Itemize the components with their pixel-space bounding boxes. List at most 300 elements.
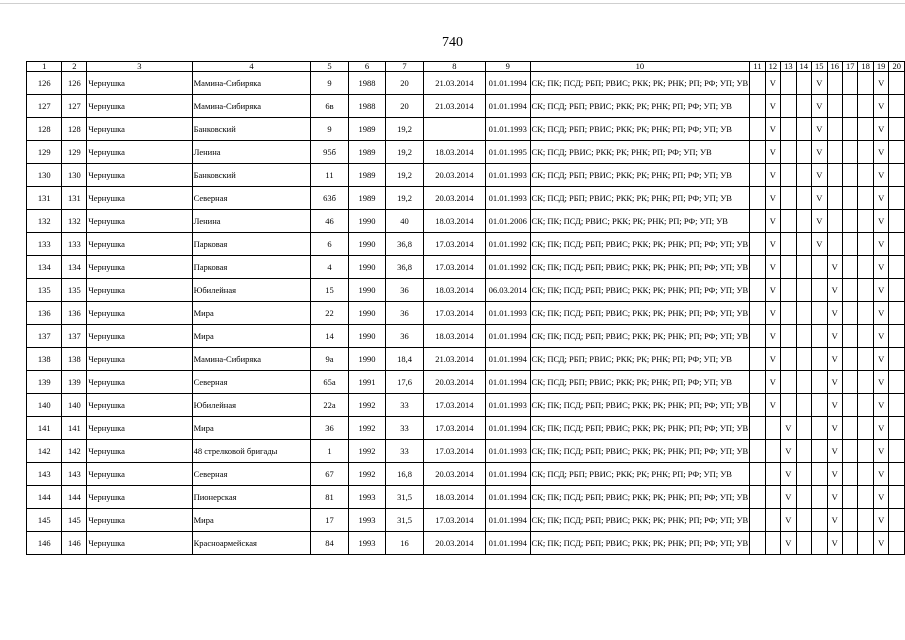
cell-mark-col19: V bbox=[873, 187, 888, 210]
table-row bbox=[27, 72, 905, 95]
cell-mark-col19: V bbox=[873, 233, 888, 256]
table-row bbox=[27, 371, 905, 394]
cell-col6: 1989 bbox=[348, 141, 386, 164]
table-row bbox=[27, 118, 905, 141]
cell-mark-col14 bbox=[796, 164, 811, 187]
cell-mark-col14 bbox=[796, 440, 811, 463]
cell-mark-col11 bbox=[750, 509, 765, 532]
cell-mark-col19: V bbox=[873, 394, 888, 417]
cell-street: Мира bbox=[192, 325, 311, 348]
cell-col7: 31,5 bbox=[386, 509, 423, 532]
cell-mark-col18 bbox=[858, 141, 873, 164]
cell-street: Мира bbox=[192, 509, 311, 532]
cell-col2: 142 bbox=[62, 440, 87, 463]
cell-street: Парковая bbox=[192, 233, 311, 256]
cell-mark-col14 bbox=[796, 95, 811, 118]
cell-mark-col12: V bbox=[765, 302, 780, 325]
column-header-13: 13 bbox=[781, 62, 796, 72]
cell-col5: 9 bbox=[311, 118, 348, 141]
cell-col7: 20 bbox=[386, 72, 423, 95]
cell-col8 bbox=[423, 118, 485, 141]
cell-mark-col12 bbox=[765, 440, 780, 463]
cell-mark-col17 bbox=[842, 371, 857, 394]
cell-codes: СК; ПК; ПСД; РБП; РВИС; РКК; РК; РНК; РП; РФ; УП; УВ bbox=[530, 532, 750, 555]
cell-col6: 1992 bbox=[348, 417, 386, 440]
cell-mark-col13: V bbox=[781, 417, 796, 440]
table-row bbox=[27, 279, 905, 302]
cell-mark-col19: V bbox=[873, 463, 888, 486]
cell-street: Пионерская bbox=[192, 486, 311, 509]
cell-col1: 136 bbox=[27, 302, 62, 325]
cell-mark-col18 bbox=[858, 463, 873, 486]
cell-codes: СК; ПСД; РБП; РВИС; РКК; РК; РНК; РП; РФ; УП; УВ bbox=[530, 118, 750, 141]
cell-settlement: Чернушка bbox=[87, 164, 192, 187]
cell-col9: 01.01.1994 bbox=[485, 417, 530, 440]
cell-col8: 17.03.2014 bbox=[423, 256, 485, 279]
cell-mark-col19: V bbox=[873, 532, 888, 555]
cell-col1: 128 bbox=[27, 118, 62, 141]
cell-codes: СК; ПК; ПСД; РБП; РВИС; РКК; РК; РНК; РП; РФ; УП; УВ bbox=[530, 486, 750, 509]
cell-street: 48 стрелковой бригады bbox=[192, 440, 311, 463]
cell-street: Северная bbox=[192, 371, 311, 394]
cell-mark-col15: V bbox=[812, 72, 827, 95]
cell-mark-col14 bbox=[796, 256, 811, 279]
cell-mark-col18 bbox=[858, 279, 873, 302]
cell-mark-col16: V bbox=[827, 302, 842, 325]
cell-mark-col17 bbox=[842, 463, 857, 486]
cell-mark-col20 bbox=[889, 233, 905, 256]
cell-mark-col13 bbox=[781, 279, 796, 302]
cell-mark-col16 bbox=[827, 95, 842, 118]
cell-mark-col11 bbox=[750, 118, 765, 141]
cell-col5: 4 bbox=[311, 256, 348, 279]
cell-mark-col14 bbox=[796, 486, 811, 509]
cell-settlement: Чернушка bbox=[87, 72, 192, 95]
cell-mark-col13 bbox=[781, 371, 796, 394]
cell-col7: 17,6 bbox=[386, 371, 423, 394]
cell-mark-col12 bbox=[765, 486, 780, 509]
cell-col9: 06.03.2014 bbox=[485, 279, 530, 302]
cell-col2: 135 bbox=[62, 279, 87, 302]
table-row bbox=[27, 417, 905, 440]
cell-mark-col19: V bbox=[873, 95, 888, 118]
cell-col7: 20 bbox=[386, 95, 423, 118]
cell-col8: 18.03.2014 bbox=[423, 325, 485, 348]
cell-codes: СК; ПК; ПСД; РВИС; РКК; РК; РНК; РП; РФ; УП; УВ bbox=[530, 210, 750, 233]
cell-mark-col17 bbox=[842, 72, 857, 95]
cell-mark-col20 bbox=[889, 164, 905, 187]
cell-mark-col11 bbox=[750, 187, 765, 210]
cell-mark-col15 bbox=[812, 463, 827, 486]
cell-col5: 11 bbox=[311, 164, 348, 187]
cell-mark-col11 bbox=[750, 417, 765, 440]
cell-mark-col16: V bbox=[827, 371, 842, 394]
cell-col8: 17.03.2014 bbox=[423, 509, 485, 532]
table-row bbox=[27, 141, 905, 164]
cell-mark-col20 bbox=[889, 509, 905, 532]
cell-col1: 129 bbox=[27, 141, 62, 164]
cell-codes: СК; ПК; ПСД; РБП; РВИС; РКК; РК; РНК; РП; РФ; УП; УВ bbox=[530, 417, 750, 440]
table-row bbox=[27, 187, 905, 210]
cell-col2: 137 bbox=[62, 325, 87, 348]
cell-street: Северная bbox=[192, 463, 311, 486]
cell-mark-col15: V bbox=[812, 164, 827, 187]
cell-mark-col18 bbox=[858, 187, 873, 210]
cell-mark-col17 bbox=[842, 532, 857, 555]
cell-mark-col17 bbox=[842, 302, 857, 325]
cell-mark-col16: V bbox=[827, 394, 842, 417]
cell-street: Юбилейная bbox=[192, 279, 311, 302]
cell-settlement: Чернушка bbox=[87, 210, 192, 233]
cell-street: Мира bbox=[192, 417, 311, 440]
cell-mark-col17 bbox=[842, 279, 857, 302]
cell-codes: СК; ПК; ПСД; РБП; РВИС; РКК; РК; РНК; РП; РФ; УП; УВ bbox=[530, 440, 750, 463]
cell-col8: 21.03.2014 bbox=[423, 348, 485, 371]
cell-mark-col19: V bbox=[873, 371, 888, 394]
cell-mark-col15: V bbox=[812, 141, 827, 164]
cell-col1: 143 bbox=[27, 463, 62, 486]
cell-col2: 133 bbox=[62, 233, 87, 256]
cell-col5: 36 bbox=[311, 417, 348, 440]
cell-mark-col17 bbox=[842, 141, 857, 164]
cell-mark-col20 bbox=[889, 210, 905, 233]
cell-mark-col12: V bbox=[765, 141, 780, 164]
cell-mark-col19: V bbox=[873, 164, 888, 187]
cell-col5: 14 bbox=[311, 325, 348, 348]
cell-col8: 17.03.2014 bbox=[423, 440, 485, 463]
cell-mark-col13 bbox=[781, 187, 796, 210]
cell-col8: 18.03.2014 bbox=[423, 486, 485, 509]
cell-settlement: Чернушка bbox=[87, 486, 192, 509]
cell-mark-col11 bbox=[750, 279, 765, 302]
cell-settlement: Чернушка bbox=[87, 302, 192, 325]
cell-col8: 18.03.2014 bbox=[423, 210, 485, 233]
cell-col6: 1989 bbox=[348, 187, 386, 210]
cell-codes: СК; ПК; ПСД; РБП; РВИС; РКК; РК; РНК; РП; РФ; УП; УВ bbox=[530, 233, 750, 256]
cell-col7: 16,8 bbox=[386, 463, 423, 486]
cell-codes: СК; ПК; ПСД; РБП; РВИС; РКК; РК; РНК; РП; РФ; УП; УВ bbox=[530, 279, 750, 302]
cell-col1: 126 bbox=[27, 72, 62, 95]
cell-mark-col15: V bbox=[812, 210, 827, 233]
cell-col9: 01.01.1994 bbox=[485, 72, 530, 95]
cell-col1: 130 bbox=[27, 164, 62, 187]
table-row bbox=[27, 440, 905, 463]
cell-mark-col15: V bbox=[812, 233, 827, 256]
cell-col2: 126 bbox=[62, 72, 87, 95]
cell-street: Красноармейская bbox=[192, 532, 311, 555]
cell-mark-col20 bbox=[889, 95, 905, 118]
cell-col1: 132 bbox=[27, 210, 62, 233]
cell-mark-col18 bbox=[858, 532, 873, 555]
cell-mark-col19: V bbox=[873, 440, 888, 463]
cell-mark-col16: V bbox=[827, 509, 842, 532]
cell-mark-col11 bbox=[750, 210, 765, 233]
cell-street: Парковая bbox=[192, 256, 311, 279]
cell-settlement: Чернушка bbox=[87, 371, 192, 394]
cell-mark-col16: V bbox=[827, 279, 842, 302]
column-header-7: 7 bbox=[386, 62, 423, 72]
column-header-3: 3 bbox=[87, 62, 192, 72]
column-header-20: 20 bbox=[889, 62, 905, 72]
cell-mark-col18 bbox=[858, 95, 873, 118]
cell-col7: 40 bbox=[386, 210, 423, 233]
cell-codes: СК; ПСД; РБП; РВИС; РКК; РК; РНК; РП; РФ; УП; УВ bbox=[530, 463, 750, 486]
cell-mark-col14 bbox=[796, 509, 811, 532]
cell-mark-col11 bbox=[750, 256, 765, 279]
cell-codes: СК; ПСД; РБП; РВИС; РКК; РК; РНК; РП; РФ; УП; УВ bbox=[530, 95, 750, 118]
cell-mark-col19: V bbox=[873, 72, 888, 95]
cell-col2: 143 bbox=[62, 463, 87, 486]
cell-mark-col12: V bbox=[765, 371, 780, 394]
cell-mark-col12: V bbox=[765, 210, 780, 233]
cell-mark-col18 bbox=[858, 440, 873, 463]
page-number: 740 bbox=[442, 35, 463, 50]
cell-col1: 138 bbox=[27, 348, 62, 371]
cell-mark-col20 bbox=[889, 486, 905, 509]
cell-col1: 127 bbox=[27, 95, 62, 118]
cell-col2: 130 bbox=[62, 164, 87, 187]
cell-mark-col12 bbox=[765, 509, 780, 532]
cell-mark-col13 bbox=[781, 256, 796, 279]
register-table bbox=[26, 61, 905, 555]
column-header-19: 19 bbox=[873, 62, 888, 72]
cell-mark-col15: V bbox=[812, 118, 827, 141]
cell-mark-col18 bbox=[858, 371, 873, 394]
cell-col9: 01.01.1994 bbox=[485, 95, 530, 118]
cell-col1: 133 bbox=[27, 233, 62, 256]
cell-street: Ленина bbox=[192, 141, 311, 164]
cell-col1: 131 bbox=[27, 187, 62, 210]
column-header-9: 9 bbox=[485, 62, 530, 72]
cell-col6: 1988 bbox=[348, 95, 386, 118]
cell-col5: 46 bbox=[311, 210, 348, 233]
cell-col8: 20.03.2014 bbox=[423, 532, 485, 555]
cell-col5: 63б bbox=[311, 187, 348, 210]
cell-col1: 135 bbox=[27, 279, 62, 302]
cell-col7: 36,8 bbox=[386, 233, 423, 256]
cell-col2: 141 bbox=[62, 417, 87, 440]
cell-col5: 6 bbox=[311, 233, 348, 256]
cell-col6: 1990 bbox=[348, 348, 386, 371]
cell-mark-col14 bbox=[796, 394, 811, 417]
cell-mark-col13: V bbox=[781, 440, 796, 463]
cell-col2: 136 bbox=[62, 302, 87, 325]
cell-col5: 65а bbox=[311, 371, 348, 394]
cell-col6: 1990 bbox=[348, 279, 386, 302]
column-header-8: 8 bbox=[423, 62, 485, 72]
cell-codes: СК; ПСД; РБП; РВИС; РКК; РК; РНК; РП; РФ; УП; УВ bbox=[530, 164, 750, 187]
cell-mark-col16 bbox=[827, 141, 842, 164]
cell-mark-col12: V bbox=[765, 233, 780, 256]
cell-mark-col15 bbox=[812, 302, 827, 325]
cell-col6: 1990 bbox=[348, 302, 386, 325]
cell-street: Юбилейная bbox=[192, 394, 311, 417]
cell-settlement: Чернушка bbox=[87, 325, 192, 348]
cell-mark-col14 bbox=[796, 302, 811, 325]
cell-mark-col14 bbox=[796, 371, 811, 394]
cell-mark-col17 bbox=[842, 187, 857, 210]
cell-col7: 33 bbox=[386, 440, 423, 463]
cell-codes: СК; ПК; ПСД; РБП; РВИС; РКК; РК; РНК; РП; РФ; УП; УВ bbox=[530, 394, 750, 417]
table-row bbox=[27, 256, 905, 279]
cell-codes: СК; ПСД; РБП; РВИС; РКК; РК; РНК; РП; РФ; УП; УВ bbox=[530, 371, 750, 394]
cell-mark-col19: V bbox=[873, 486, 888, 509]
cell-mark-col15 bbox=[812, 532, 827, 555]
cell-col5: 6в bbox=[311, 95, 348, 118]
cell-mark-col15 bbox=[812, 371, 827, 394]
cell-settlement: Чернушка bbox=[87, 118, 192, 141]
cell-mark-col17 bbox=[842, 440, 857, 463]
cell-col7: 31,5 bbox=[386, 486, 423, 509]
cell-mark-col15 bbox=[812, 348, 827, 371]
cell-mark-col13 bbox=[781, 325, 796, 348]
cell-col7: 19,2 bbox=[386, 187, 423, 210]
cell-col7: 19,2 bbox=[386, 118, 423, 141]
cell-col7: 36 bbox=[386, 302, 423, 325]
cell-mark-col12: V bbox=[765, 164, 780, 187]
cell-street: Мамина-Сибиряка bbox=[192, 348, 311, 371]
cell-col8: 20.03.2014 bbox=[423, 371, 485, 394]
cell-col1: 142 bbox=[27, 440, 62, 463]
cell-settlement: Чернушка bbox=[87, 187, 192, 210]
cell-col2: 131 bbox=[62, 187, 87, 210]
cell-mark-col13 bbox=[781, 302, 796, 325]
cell-col6: 1990 bbox=[348, 233, 386, 256]
cell-street: Северная bbox=[192, 187, 311, 210]
cell-col9: 01.01.1992 bbox=[485, 256, 530, 279]
cell-mark-col13 bbox=[781, 95, 796, 118]
cell-col2: 140 bbox=[62, 394, 87, 417]
cell-mark-col16 bbox=[827, 187, 842, 210]
cell-mark-col13: V bbox=[781, 532, 796, 555]
cell-mark-col19: V bbox=[873, 279, 888, 302]
cell-mark-col17 bbox=[842, 417, 857, 440]
cell-mark-col12 bbox=[765, 463, 780, 486]
column-header-14: 14 bbox=[796, 62, 811, 72]
cell-mark-col14 bbox=[796, 463, 811, 486]
cell-settlement: Чернушка bbox=[87, 417, 192, 440]
cell-mark-col14 bbox=[796, 72, 811, 95]
cell-mark-col15: V bbox=[812, 95, 827, 118]
cell-mark-col13: V bbox=[781, 486, 796, 509]
cell-col8: 17.03.2014 bbox=[423, 394, 485, 417]
cell-col9: 01.01.1993 bbox=[485, 394, 530, 417]
cell-mark-col14 bbox=[796, 187, 811, 210]
cell-mark-col17 bbox=[842, 394, 857, 417]
column-header-11: 11 bbox=[750, 62, 765, 72]
cell-mark-col19: V bbox=[873, 118, 888, 141]
cell-settlement: Чернушка bbox=[87, 95, 192, 118]
cell-mark-col19: V bbox=[873, 509, 888, 532]
cell-col1: 144 bbox=[27, 486, 62, 509]
cell-settlement: Чернушка bbox=[87, 233, 192, 256]
cell-mark-col16 bbox=[827, 210, 842, 233]
cell-mark-col11 bbox=[750, 325, 765, 348]
cell-col9: 01.01.1992 bbox=[485, 233, 530, 256]
cell-col6: 1989 bbox=[348, 164, 386, 187]
cell-col9: 01.01.1994 bbox=[485, 486, 530, 509]
cell-settlement: Чернушка bbox=[87, 348, 192, 371]
cell-codes: СК; ПСД; РВИС; РКК; РК; РНК; РП; РФ; УП; УВ bbox=[530, 141, 750, 164]
cell-mark-col14 bbox=[796, 348, 811, 371]
cell-settlement: Чернушка bbox=[87, 509, 192, 532]
column-header-16: 16 bbox=[827, 62, 842, 72]
table-row bbox=[27, 95, 905, 118]
column-header-12: 12 bbox=[765, 62, 780, 72]
cell-mark-col16: V bbox=[827, 440, 842, 463]
cell-col5: 22а bbox=[311, 394, 348, 417]
cell-col2: 139 bbox=[62, 371, 87, 394]
cell-mark-col20 bbox=[889, 72, 905, 95]
cell-mark-col20 bbox=[889, 325, 905, 348]
table-row bbox=[27, 532, 905, 555]
cell-mark-col18 bbox=[858, 118, 873, 141]
column-header-17: 17 bbox=[842, 62, 857, 72]
cell-mark-col17 bbox=[842, 95, 857, 118]
cell-mark-col12: V bbox=[765, 279, 780, 302]
cell-mark-col11 bbox=[750, 233, 765, 256]
cell-mark-col12: V bbox=[765, 325, 780, 348]
cell-mark-col15 bbox=[812, 394, 827, 417]
cell-col9: 01.01.1993 bbox=[485, 164, 530, 187]
cell-mark-col11 bbox=[750, 164, 765, 187]
cell-col5: 22 bbox=[311, 302, 348, 325]
cell-mark-col11 bbox=[750, 95, 765, 118]
cell-mark-col14 bbox=[796, 210, 811, 233]
column-header-5: 5 bbox=[311, 62, 348, 72]
cell-col9: 01.01.2006 bbox=[485, 210, 530, 233]
cell-col6: 1990 bbox=[348, 325, 386, 348]
cell-mark-col20 bbox=[889, 417, 905, 440]
cell-col2: 129 bbox=[62, 141, 87, 164]
cell-col9: 01.01.1994 bbox=[485, 325, 530, 348]
cell-mark-col15 bbox=[812, 325, 827, 348]
cell-mark-col17 bbox=[842, 164, 857, 187]
cell-col7: 19,2 bbox=[386, 164, 423, 187]
cell-mark-col12: V bbox=[765, 72, 780, 95]
cell-col8: 20.03.2014 bbox=[423, 463, 485, 486]
column-header-4: 4 bbox=[192, 62, 311, 72]
cell-mark-col20 bbox=[889, 532, 905, 555]
cell-col1: 140 bbox=[27, 394, 62, 417]
cell-mark-col20 bbox=[889, 118, 905, 141]
cell-col1: 145 bbox=[27, 509, 62, 532]
cell-col8: 18.03.2014 bbox=[423, 141, 485, 164]
cell-mark-col20 bbox=[889, 187, 905, 210]
cell-col9: 01.01.1994 bbox=[485, 463, 530, 486]
table-row bbox=[27, 463, 905, 486]
cell-col5: 9а bbox=[311, 348, 348, 371]
column-header-15: 15 bbox=[812, 62, 827, 72]
cell-col1: 146 bbox=[27, 532, 62, 555]
cell-mark-col11 bbox=[750, 348, 765, 371]
table-row bbox=[27, 486, 905, 509]
cell-mark-col11 bbox=[750, 302, 765, 325]
cell-mark-col11 bbox=[750, 394, 765, 417]
cell-mark-col16: V bbox=[827, 325, 842, 348]
cell-col5: 9 bbox=[311, 72, 348, 95]
cell-mark-col20 bbox=[889, 279, 905, 302]
cell-mark-col18 bbox=[858, 417, 873, 440]
table-row bbox=[27, 509, 905, 532]
cell-mark-col12 bbox=[765, 417, 780, 440]
cell-col6: 1992 bbox=[348, 463, 386, 486]
column-header-6: 6 bbox=[348, 62, 386, 72]
cell-mark-col17 bbox=[842, 256, 857, 279]
table-row bbox=[27, 394, 905, 417]
cell-mark-col17 bbox=[842, 325, 857, 348]
cell-col2: 128 bbox=[62, 118, 87, 141]
